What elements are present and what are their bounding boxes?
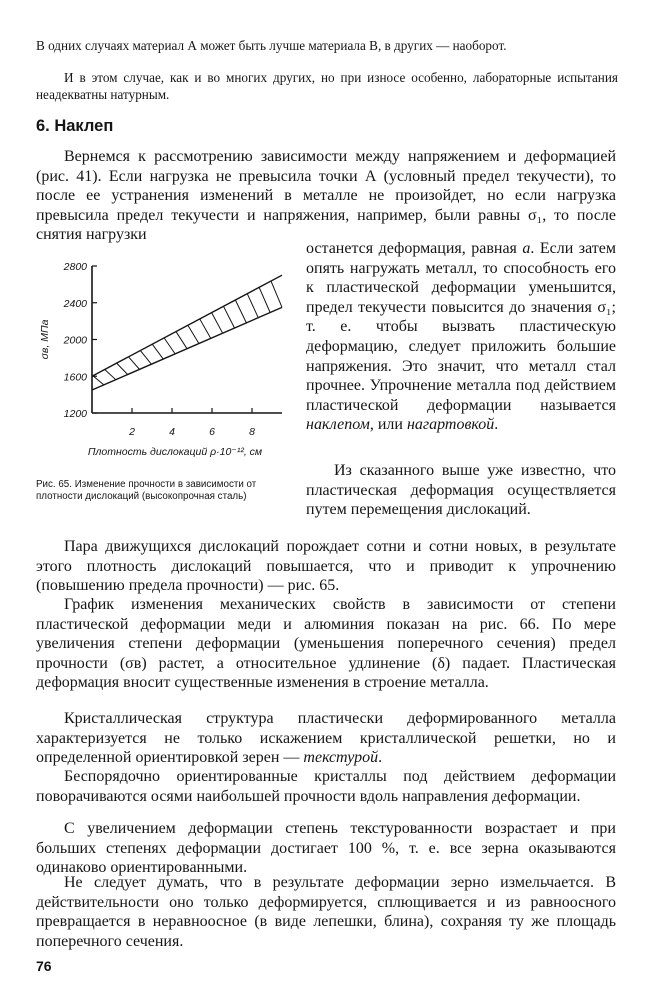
figure-65-chart xyxy=(30,258,300,468)
x-axis-label: Плотность дислокаций ρ·10⁻¹², см xyxy=(87,446,263,458)
wrapped-paragraph xyxy=(306,239,616,435)
paragraph-dislocations: Пара движущихся дислокаций порождает сотни и сотни новых, в результате этого плотность дислокаций повышается, что и приводит к упрочнению (повышению предела прочности) — рис. 65. xyxy=(36,538,616,595)
x-tick-label-2: 2 xyxy=(129,426,135,438)
y-tick-label-2000: 2000 xyxy=(63,334,87,347)
paragraph-grain: Не следует думать, что в результате деформации зерно измельчается. В действительности оно только деформируется, сплющивается и из равноосного превращается в неравноосное (в виде лепешки, блина), сохраняя ту же площадь поперечного сечения. xyxy=(36,874,616,950)
hatch-line xyxy=(164,338,175,354)
x-tick-label-4: 4 xyxy=(169,426,175,438)
hatch-line xyxy=(247,294,258,318)
hatch-line xyxy=(152,344,163,359)
texture-text: Кристаллическая структура пластически деформированного металла характеризуется не только искажением кристаллической решетки, но и определенной ориентировкой зерен — xyxy=(36,710,616,767)
paragraph-graph: График изменения механических свойств в зависимости от степени пластической деформации меди и алюминия показан на рис. 66. По мере увеличения степени деформации (уменьшения поперечного сечения) предел прочности (σв) растет, а относительное удлинение (δ) падает. Пластическая деформация вносит существенные изменения в строение металла. xyxy=(36,596,616,692)
hatch-line xyxy=(117,363,128,374)
hatch-line xyxy=(200,319,211,338)
intro-paragraph-2: И в этом случае, как и во многих других, но при износе особенно, лабораторные испытания неадекватны натурным. xyxy=(36,70,618,102)
hatch-line xyxy=(235,300,246,323)
main-paragraph: Вернемся к рассмотрению зависимости между напряжением и деформацией (рис. 41). Если нагрузка не превысила точки А (условный предел текучести), то после ее устранения изменений в металле не произойдет, но если нагрузка превысила предел текучести и напряжения, например, были равны σ₁, то после снятия нагрузки xyxy=(36,148,616,244)
wrap-rest: . Если затем опять нагружать металл, то способность его к пластической деформации уменьшится, предел текучести повысится до значения σ₁; т. е. чтобы вызвать пластическую деформацию, следует приложить большие напряжения. Это значит, что металл стал прочнее. Упрочнение металла под действием пластической деформации называется xyxy=(306,240,616,414)
x-tick-label-8: 8 xyxy=(249,426,255,438)
page-number: 76 xyxy=(36,958,52,974)
wrap-mid: , или xyxy=(369,416,403,434)
intro-paragraph-1: В одних случаях материал А может быть лучше материала В, в других — наоборот. xyxy=(36,38,507,53)
wrap-variable: a xyxy=(522,240,531,257)
y-tick-label-1200: 1200 xyxy=(63,408,87,420)
y-tick-label-1600: 1600 xyxy=(63,371,87,384)
series-upper-line xyxy=(92,275,282,376)
hatch-line xyxy=(271,281,282,307)
hatch-line xyxy=(212,313,223,334)
wrap-text: останется деформация, равная xyxy=(306,240,517,257)
x-tick-label-6: 6 xyxy=(209,426,215,438)
y-tick-label-2800: 2800 xyxy=(63,261,87,273)
wrapped-paragraph-2: Из сказанного выше уже известно, что пластическая деформация осуществляется путем перемещения дислокаций. xyxy=(306,462,616,519)
hatch-line xyxy=(140,351,151,365)
y-axis-label: σв, МПа xyxy=(39,319,51,360)
term-naklep: наклепом xyxy=(306,416,370,434)
term-texture: текстурой xyxy=(303,749,379,767)
hatch-line xyxy=(176,332,187,349)
hatch-line xyxy=(188,325,199,343)
section-title: 6. Наклеп xyxy=(36,117,114,135)
hatch-line xyxy=(259,287,270,312)
hatch-line xyxy=(129,357,140,370)
hatch-line xyxy=(93,376,104,385)
y-tick-label-2400: 2400 xyxy=(63,297,87,310)
texture-end: . xyxy=(378,749,383,767)
paragraph-orientation: Беспорядочно ориентированные кристаллы под действием деформации поворачиваются осями наибольшей прочности вдоль направления деформации. xyxy=(36,768,616,805)
hatch-line xyxy=(105,369,116,379)
wrap-end: . xyxy=(494,416,499,434)
paragraph-texture xyxy=(36,709,616,768)
paragraph-texture-degree: С увеличением деформации степень текстурованности возрастает и при больших степенях деформации достигает 100 %, т. е. все зерна оказываются одинаково ориентированными. xyxy=(36,820,616,877)
hatch-line xyxy=(224,306,235,328)
figure-caption: Рис. 65. Изменение прочности в зависимости от плотности дислокаций (высокопрочная сталь) xyxy=(36,479,257,502)
term-nagartovka: нагартовкой xyxy=(406,416,495,434)
